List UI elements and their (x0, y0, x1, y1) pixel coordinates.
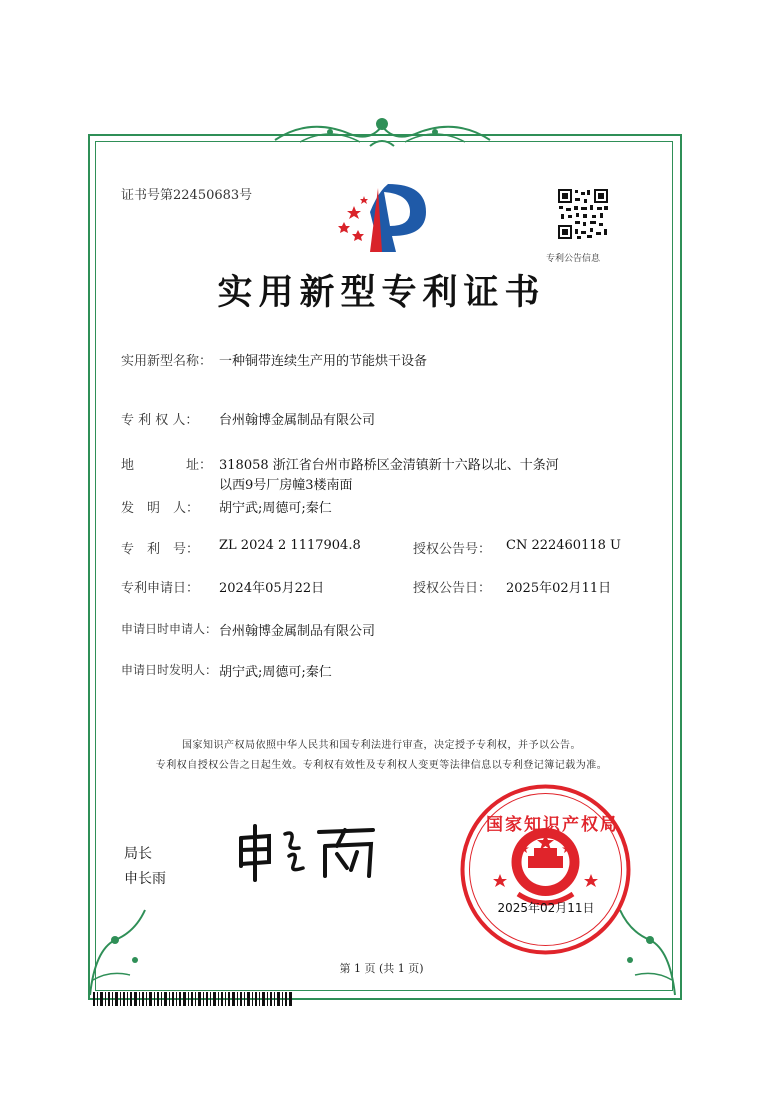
inventor-value: 胡宁武;周德可;秦仁 (219, 501, 332, 516)
app-inventor-label: 申请日时发明人： (121, 663, 218, 677)
barcode (93, 992, 293, 1006)
official-seal (458, 782, 633, 957)
cnipa-logo (330, 178, 435, 258)
applicant-value: 台州翰博金属制品有限公司 (219, 624, 376, 639)
grant-pub-number-value: CN 222460118 U (506, 538, 621, 553)
seal-arc-text: 国家知识产权局 (486, 815, 619, 835)
grant-date-value: 2025年02月11日 (506, 581, 612, 596)
address-label-end: 址： (186, 458, 213, 473)
bottom-left-ornament (85, 900, 165, 1000)
address-label-start: 地 (121, 458, 135, 473)
top-ornament (270, 112, 495, 152)
certificate-number: 证书号第22450683号 (121, 188, 253, 203)
holder-label: 专 利 权 人： (121, 413, 199, 428)
address-value-line1: 318058 浙江省台州市路桥区金清镇新十六路以北、十条河 (219, 458, 559, 473)
name-value: 一种铜带连续生产用的节能烘干设备 (219, 354, 428, 369)
filing-date-label: 专利申请日： (121, 581, 200, 596)
inventor-label: 发 明 人： (121, 501, 200, 516)
handwritten-signature (233, 820, 383, 885)
grant-date-label: 授权公告日： (413, 581, 492, 596)
patent-number-label: 专 利 号： (121, 542, 200, 557)
notice-line2: 专利权自授权公告之日起生效。专利权有效性及专利权人变更等法律信息以专利登记簿记载为准。 (155, 760, 608, 771)
page-number: 第 1 页 (共 1 页) (339, 962, 424, 975)
grant-pub-number-label: 授权公告号： (413, 542, 492, 557)
applicant-label: 申请日时申请人： (121, 622, 218, 636)
filing-date-value: 2024年05月22日 (219, 581, 325, 596)
address-value-line2: 以西9号厂房幢3楼南面 (219, 478, 353, 493)
patent-number-value: ZL 2024 2 1117904.8 (219, 538, 361, 553)
seal-date: 2025年02月11日 (497, 901, 595, 915)
notice-line1: 国家知识产权局依照中华人民共和国专利法进行审查，决定授予专利权，并予以公告。 (182, 740, 581, 751)
director-title: 局长 (124, 846, 152, 862)
holder-value: 台州翰博金属制品有限公司 (219, 413, 376, 428)
director-name: 申长雨 (124, 871, 166, 887)
qr-caption: 专利公告信息 (546, 254, 601, 264)
qr-code[interactable] (557, 188, 609, 240)
certificate-title: 实用新型专利证书 (217, 273, 546, 313)
name-label: 实用新型名称： (121, 354, 213, 369)
app-inventor-value: 胡宁武;周德可;秦仁 (219, 665, 332, 680)
